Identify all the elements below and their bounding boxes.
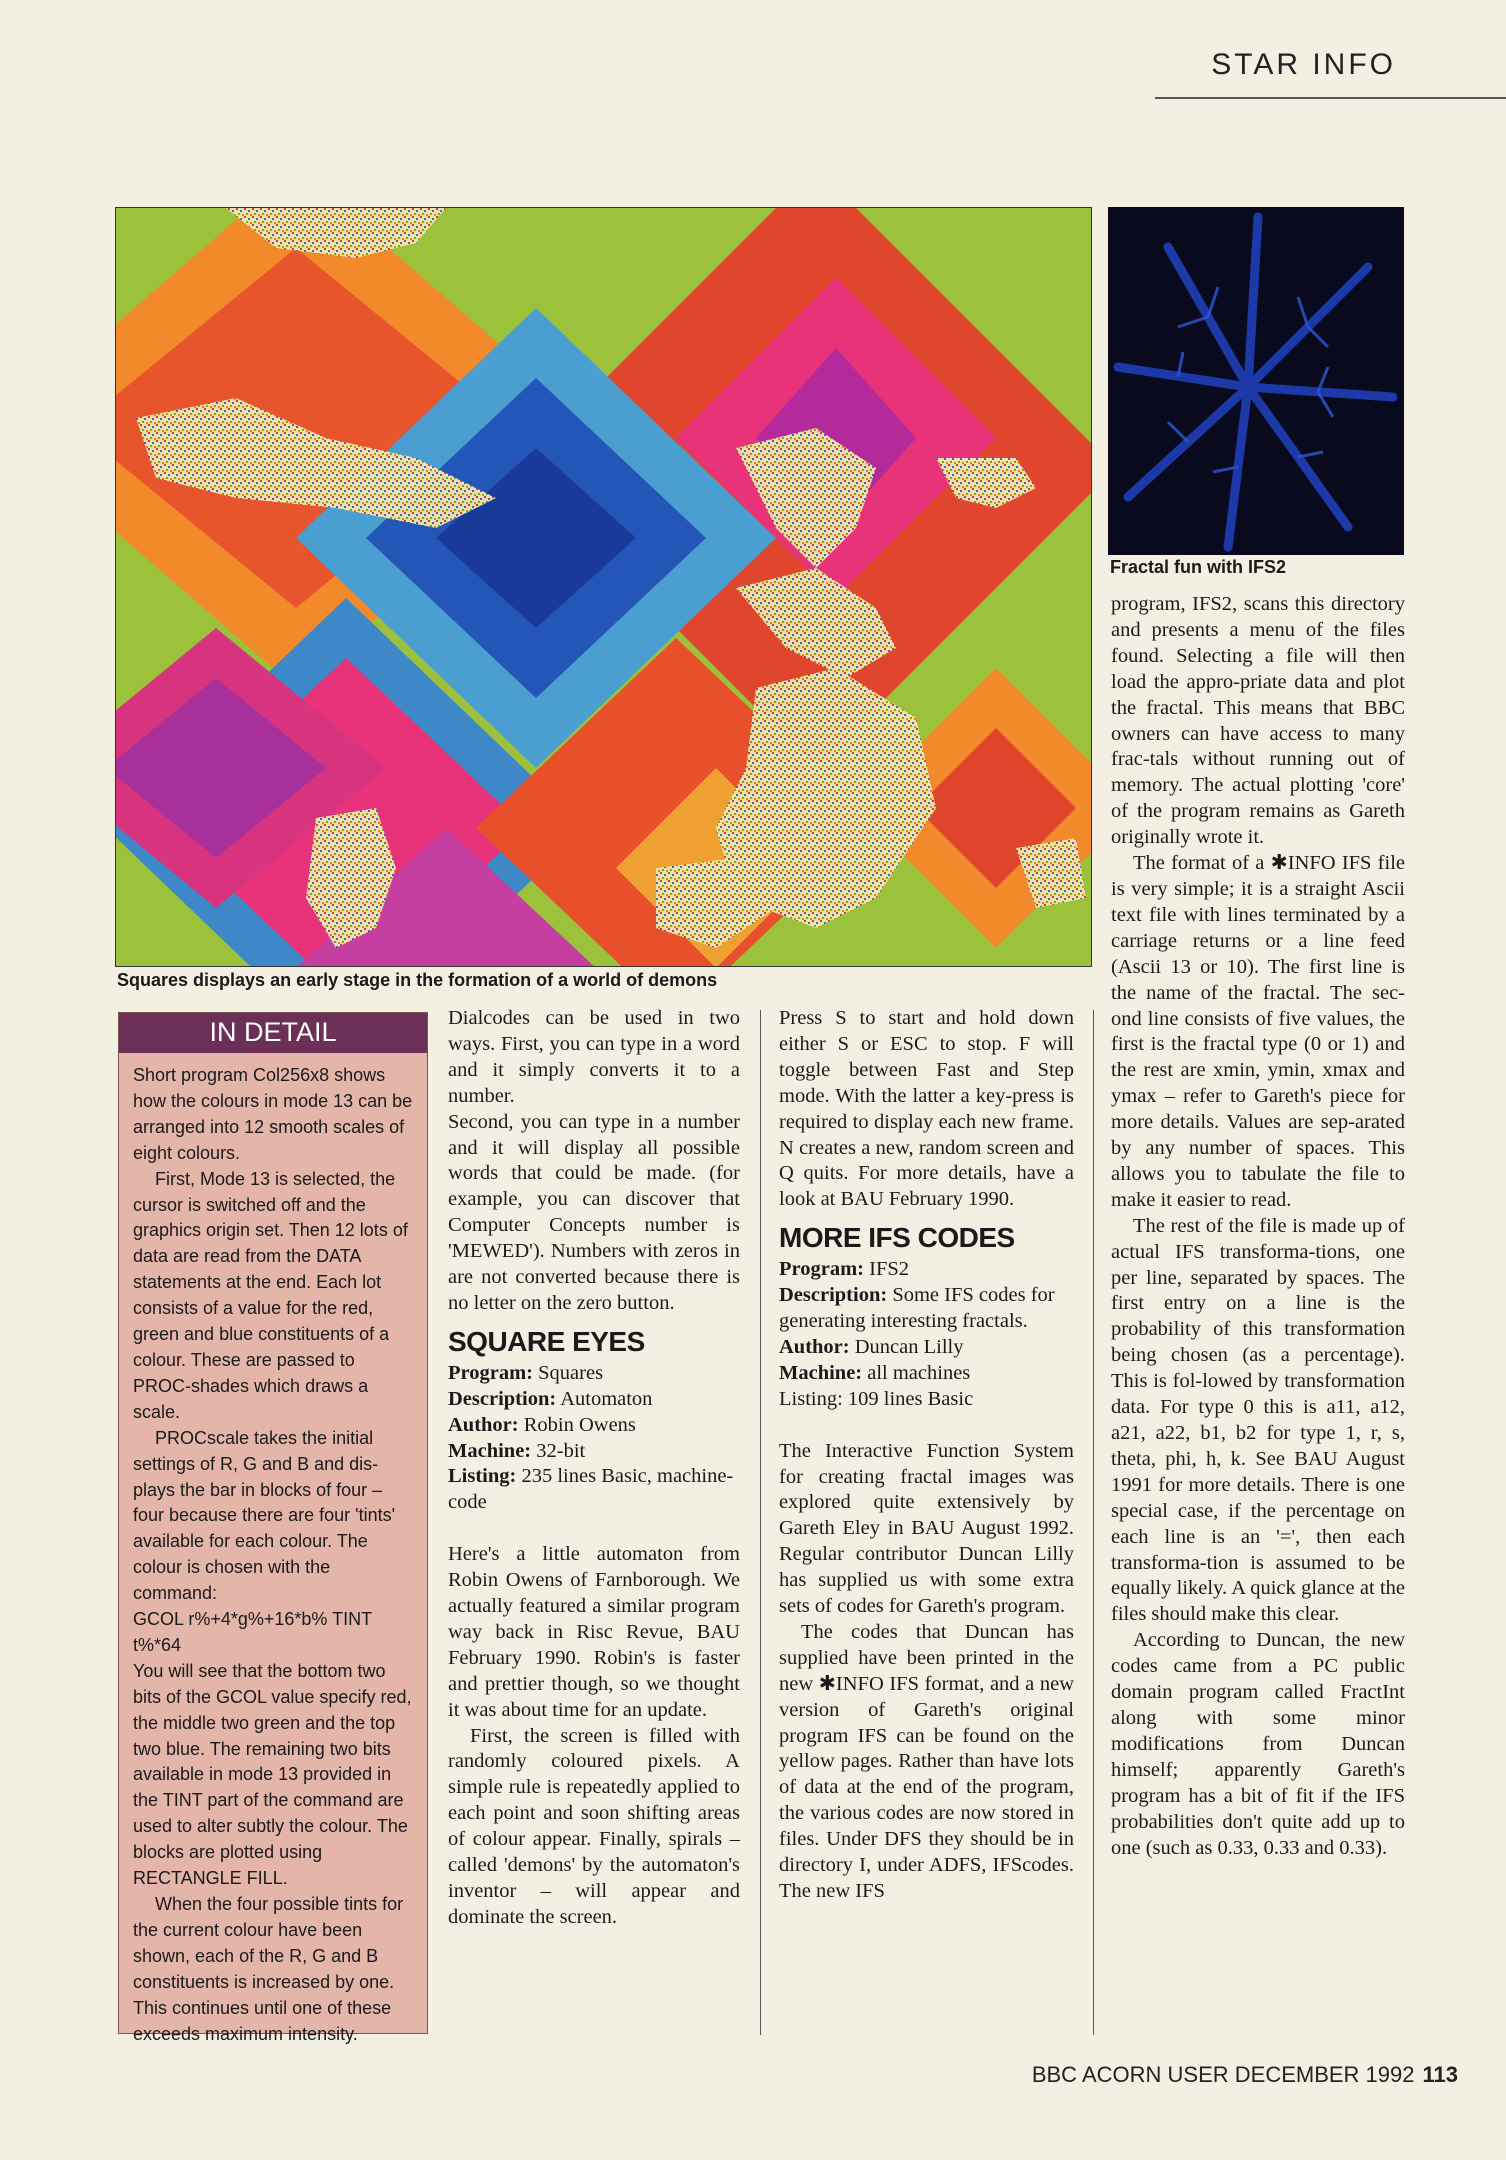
detail-paragraph: When the four possible tints for the current colour have been shown, each of the R, G and B constituents is increased by one. This continues until one of these exceeds maximum intensity. bbox=[133, 1894, 404, 2044]
description-label: Description: bbox=[448, 1387, 557, 1410]
col1-paragraph: First, the screen is filled with randomly coloured pixels. A simple rule is repeatedly applied to each point and soon shifting areas of colour appear. Finally, spirals – called 'demons' by the automaton's inventor – will appear and dominate the screen. bbox=[448, 1724, 740, 1928]
author-label: Author: bbox=[448, 1413, 519, 1436]
col1-paragraph: Second, you can type in a number and it will display all possible words that could be made. (for example, you can discover that Computer Concepts number is 'MEWED'). Numbers with zeros in are not converted because there is no letter on the zero button. bbox=[448, 1110, 740, 1314]
col2-paragraph: The Interactive Function System for creating fractal images was explored quite extensively by Gareth Eley in BAU August 1992. Regular contributor Duncan Lilly has supplied us with some extra sets of codes for Gareth's program. bbox=[779, 1439, 1074, 1618]
program-info bbox=[448, 1361, 740, 1516]
col3-paragraph: According to Duncan, the new codes came from a PC public domain program called FractInt along with some minor modifications from Duncan himself; apparently Gareth's program has a bit of fit if the IFS probabilities don't quite add up to one (such as 0.33, 0.33 and 0.33). bbox=[1111, 1629, 1405, 1859]
col1-paragraph: Dialcodes can be used in two ways. First, you can type in a word and it simply converts it to a number. bbox=[448, 1007, 740, 1107]
detail-paragraph: You will see that the bottom two bits of the GCOL value specify red, the middle two green and the top two blue. The remaining two bits available in mode 13 provided in the TINT part of the command are used to alter subtly the colour. The blocks are plotted using RECTANGLE FILL. bbox=[133, 1660, 412, 1889]
col3-paragraph: The rest of the file is made up of actual IFS transforma-tions, one per line, separated by spaces. The first entry on a line is the probability of this transformation being chosen (as a percentage). This is fol-lowed by transformation data. For type 0 this is a11, a12, a21, a22, b1, b2 for type 1, r, s, theta, phi, h, k. See BAU August 1991 for more details. There is one special case, if the percentage on each line is an '=', then each transforma-tion is assumed to be equally likely. A quick glance at the files should make this clear. bbox=[1111, 1214, 1405, 1626]
column-1 bbox=[448, 1006, 740, 1931]
listing-line: Listing: 109 lines Basic bbox=[779, 1387, 974, 1410]
program-value: Squares bbox=[538, 1361, 604, 1384]
ifs2-fractal-image bbox=[1108, 207, 1404, 555]
machine-value: 32-bit bbox=[536, 1439, 586, 1462]
description-value: Some IFS codes for generating interesting fractals. bbox=[779, 1284, 1055, 1332]
in-detail-box bbox=[118, 1012, 428, 2044]
author-value: Robin Owens bbox=[523, 1413, 636, 1436]
detail-paragraph: Short program Col256x8 shows how the colours in mode 13 can be arranged into 12 smooth scales of eight colours. bbox=[133, 1065, 413, 1163]
machine-label: Machine: bbox=[779, 1361, 863, 1384]
main-image-caption: Squares displays an early stage in the formation of a world of demons bbox=[117, 970, 718, 990]
column-2 bbox=[779, 1006, 1074, 1905]
section-rule bbox=[1155, 97, 1506, 99]
side-image-caption: Fractal fun with IFS2 bbox=[1110, 557, 1287, 577]
detail-paragraph: First, Mode 13 is selected, the cursor is switched off and the graphics origin set. Then 12 lots of data are read from the DATA statements at the end. Each lot consists of a value for the red, green and blue constituents of a colour. These are passed to PROC-shades which draws a scale. bbox=[133, 1168, 408, 1422]
col3-paragraph: The format of a ✱INFO IFS file is very simple; it is a straight Ascii text file with lines terminated by a carriage returns or a line feed (Ascii 13 or 10). The first line is the name of the fractal. The sec-ond line consists of five values, the first is the fractal type (0 or 1) and the rest are xmin, ymin, xmax and ymax – refer to Gareth's piece for more details. Values are sep-arated by any number of spaces. This allows you to tabulate the file to make it easier to read. bbox=[1111, 852, 1405, 1211]
column-3 bbox=[1111, 592, 1405, 1861]
author-label: Author: bbox=[779, 1335, 850, 1358]
listing-value: 235 lines Basic, machine-code bbox=[448, 1465, 734, 1514]
more-ifs-codes-heading: MORE IFS CODES bbox=[779, 1222, 1015, 1254]
column-divider bbox=[1093, 1010, 1094, 2035]
square-eyes-heading: SQUARE EYES bbox=[448, 1325, 645, 1357]
description-label: Description: bbox=[779, 1284, 888, 1307]
publication-line: BBC ACORN USER DECEMBER 1992 bbox=[1031, 2062, 1415, 2087]
machine-value: all machines bbox=[867, 1361, 971, 1384]
column-divider bbox=[760, 1010, 761, 2035]
listing-label: Listing: bbox=[448, 1465, 517, 1488]
col2-paragraph: Press S to start and hold down either S or ESC to stop. F will toggle between Fast and Step mode. With the latter a key-press is required to display each new frame. N creates a new, random screen and Q quits. For more details, have a look at BAU February 1990. bbox=[779, 1007, 1074, 1211]
program-label: Program: bbox=[779, 1258, 865, 1281]
section-title: STAR INFO bbox=[1211, 48, 1396, 81]
detail-paragraph: PROCscale takes the initial settings of R, G and B and dis-plays the bar in blocks of four – four because there are four 'tints' available for each colour. The colour is chosen with the command: bbox=[133, 1427, 396, 1604]
detail-code-line: GCOL r%+4*g%+16*b% TINT t%*64 bbox=[133, 1609, 372, 1655]
col2-paragraph: The codes that Duncan has supplied have been printed in the new ✱INFO IFS format, and a new version of Gareth's original program IFS can be found on the yellow pages. Rather than have lots of data at the end of the program, the various codes are now stored in files. Under DFS they should be in directory I, under ADFS, IFScodes. The new IFS bbox=[779, 1620, 1074, 1902]
description-value: Automaton bbox=[560, 1387, 653, 1410]
author-value: Duncan Lilly bbox=[854, 1335, 964, 1358]
squares-automaton-image bbox=[115, 207, 1092, 967]
in-detail-title: IN DETAIL bbox=[119, 1013, 427, 1053]
page-footer bbox=[1032, 2062, 1458, 2088]
program-info bbox=[779, 1257, 1074, 1412]
col3-paragraph: program, IFS2, scans this directory and presents a menu of the files found. Selecting a file will then load the appro-priate data and plot the fractal. This means that BBC owners can have access to many frac-tals without running out of memory. The actual plotting 'core' of the program remains as Gareth originally wrote it. bbox=[1111, 593, 1405, 849]
page-number: 113 bbox=[1422, 2062, 1458, 2087]
col1-paragraph: Here's a little automaton from Robin Owens of Farnborough. We actually featured a similar program way back in Risc Revue, BAU February 1990. Robin's is faster and prettier though, so we thought it was about time for an update. bbox=[448, 1543, 740, 1721]
machine-label: Machine: bbox=[448, 1439, 532, 1462]
program-value: IFS2 bbox=[869, 1258, 910, 1281]
program-label: Program: bbox=[448, 1361, 534, 1384]
